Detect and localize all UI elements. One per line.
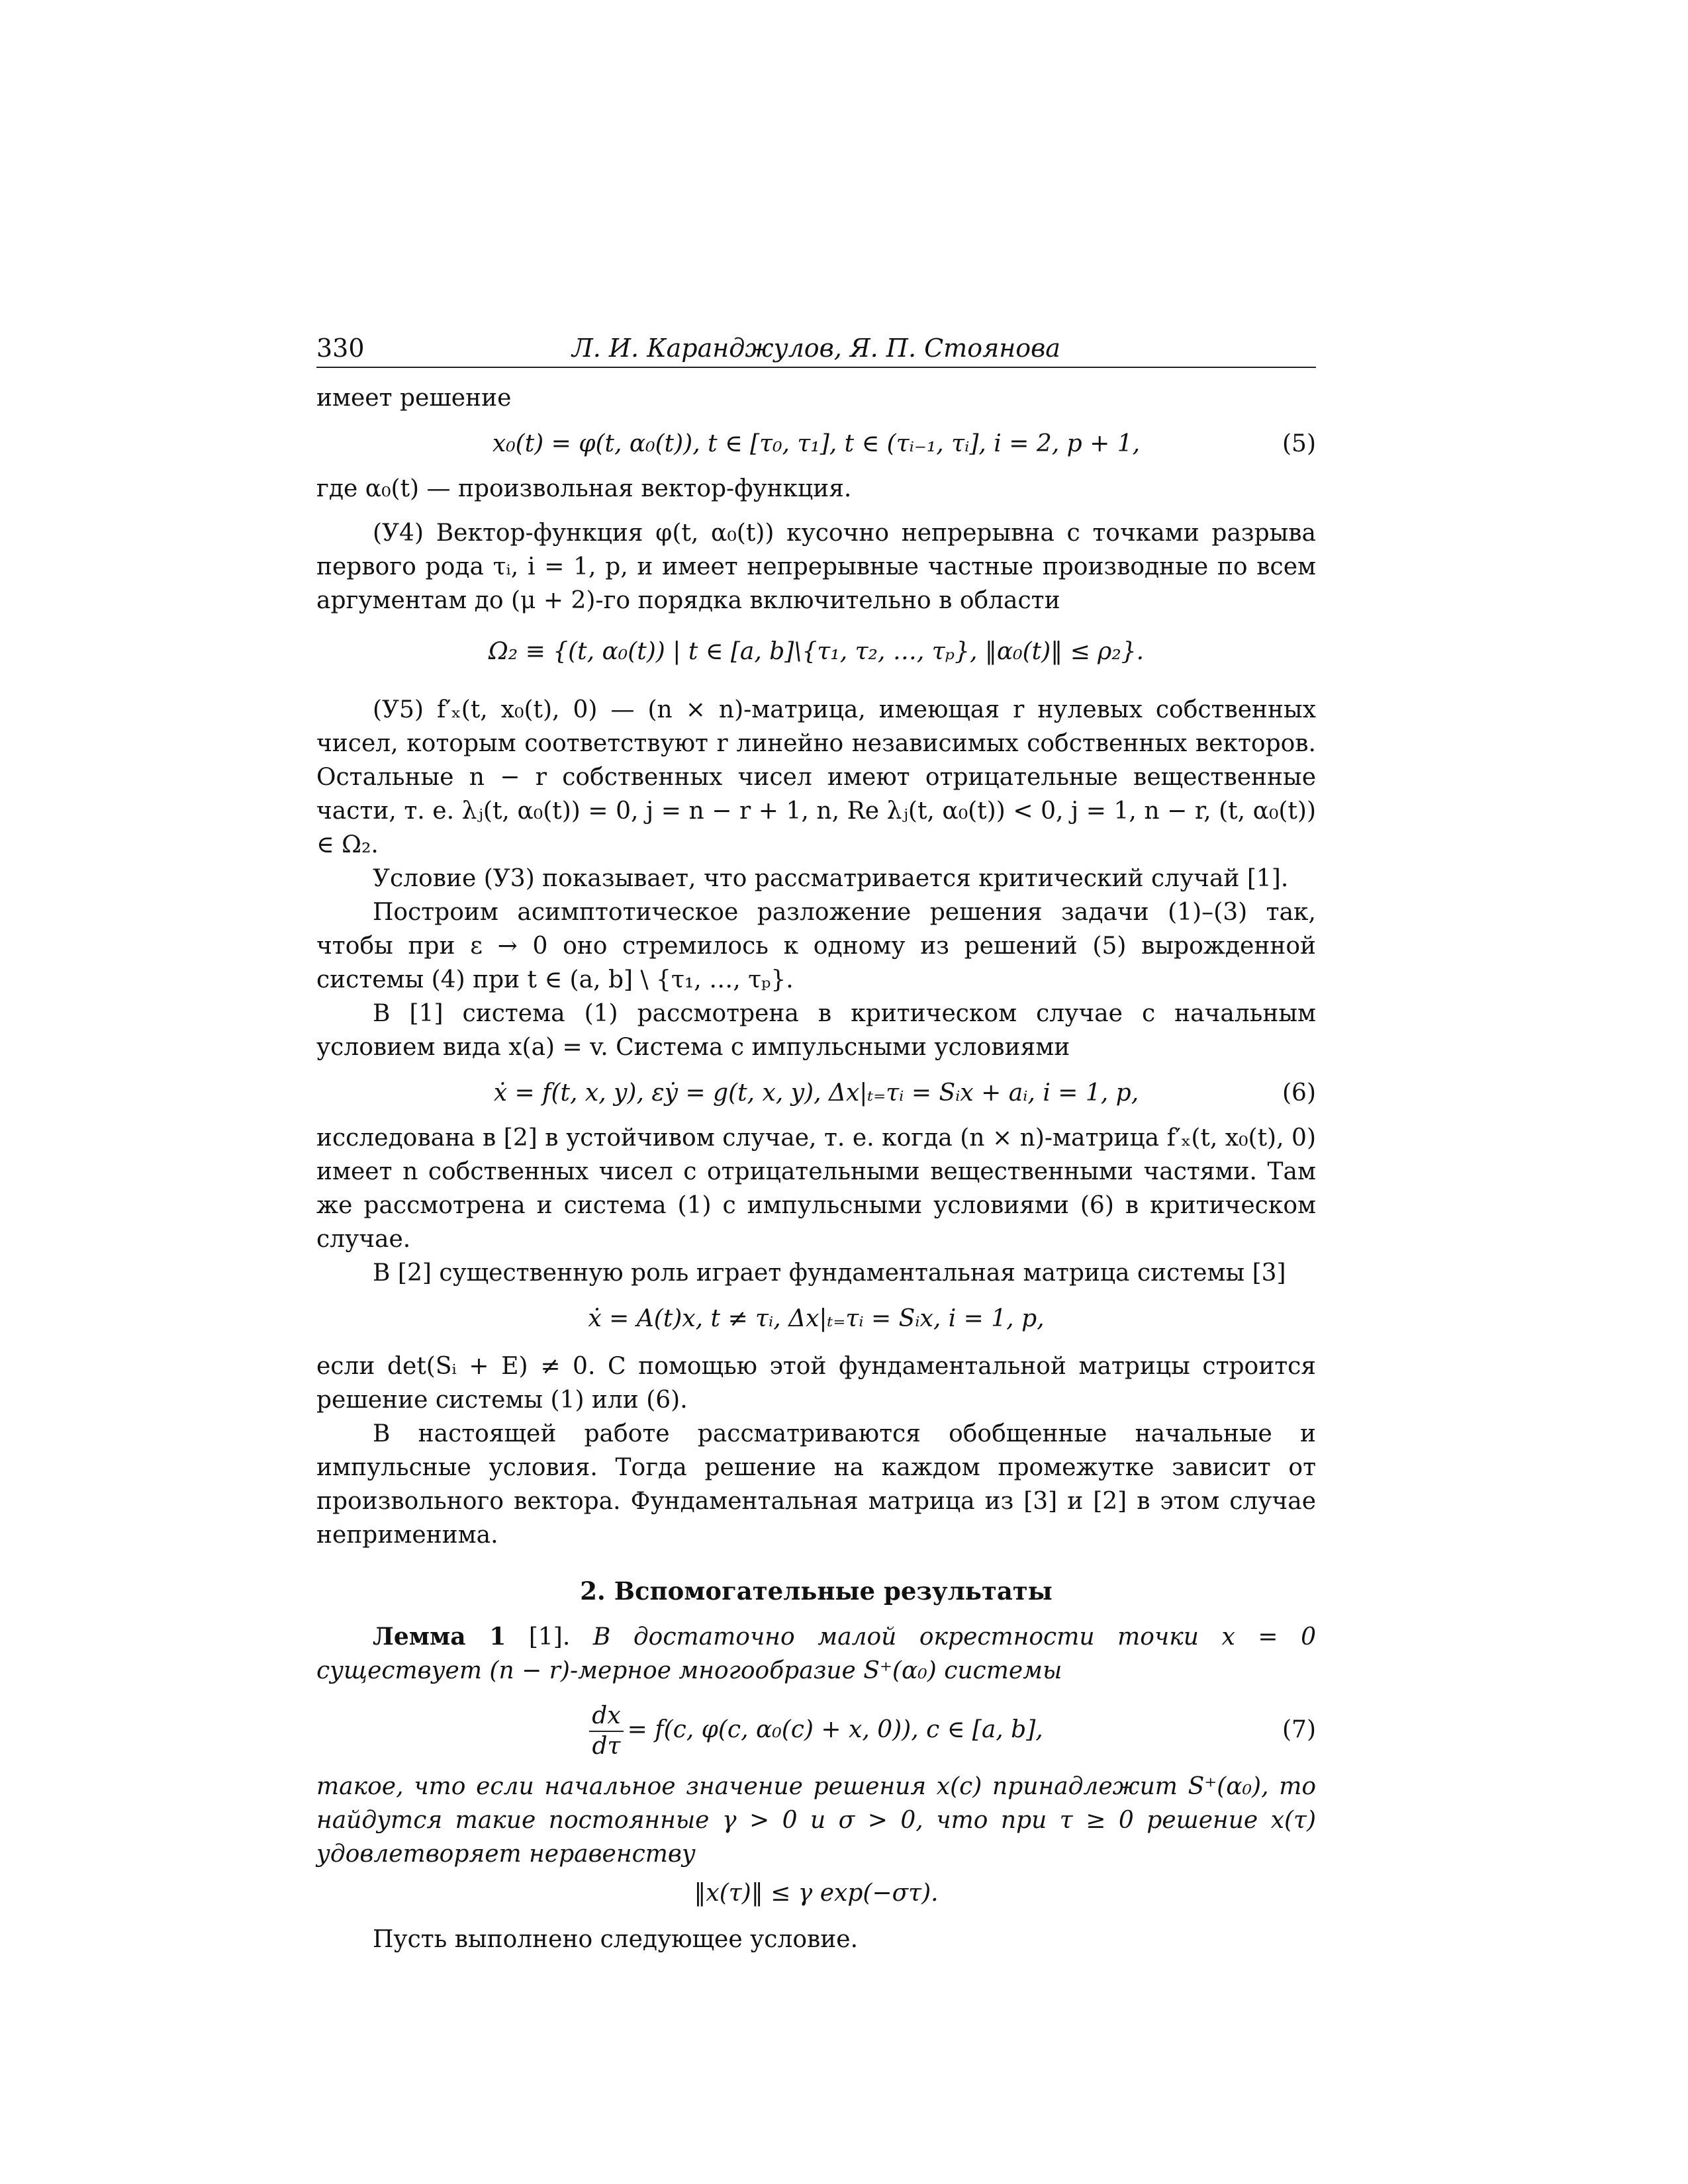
section-heading: 2. Вспомогательные результаты [580,1576,1053,1606]
equation-number: (6) [1282,1079,1316,1107]
condition-u5: (У5) f′ₓ(t, x₀(t), 0) — (n × n)-матрица, имеющая r нулевых собственных чисел, которым соответствуют r линейно независимых собственных векторов. Остальные n − r собственных чисел имеют отрицательные вещественные части, т. е. λⱼ(t, α₀(t)) = 0, j = n − r + 1, n, Re λⱼ(t, α₀(t)) < 0, j = 1, n − r, (t, α₀(t)) ∈ Ω₂. [316,696,1316,858]
paragraph: Пусть выполнено следующее условие. [373,1926,859,1953]
lemma-continuation: такое, что если начальное значение решения x(c) принадлежит S⁺(α₀), то найдутся такие постоянные γ > 0 и σ > 0, что при τ ≥ 0 решение x(τ) удовлетворяет неравенству [316,1773,1316,1868]
equation-formula: ‖x(τ)‖ ≤ γ exp(−στ). [694,1880,939,1907]
equation-6 [316,1075,1316,1112]
paragraph: имеет решение [316,385,512,412]
equation-7 [316,1696,1316,1764]
equation-number: (5) [1282,430,1316,457]
running-head-authors: Л. И. Каранджулов, Я. П. Стоянова [572,334,1060,363]
equation-formula: ẋ = A(t)x, t ≠ τᵢ, Δx|ₜ₌τᵢ = Sᵢx, i = 1, p, [588,1305,1045,1332]
equation-5 [316,426,1316,463]
fraction-numerator: dx [589,1702,623,1732]
lemma-ref: [1]. [506,1623,571,1651]
equation-fundamental [316,1300,1316,1338]
paragraph: исследована в [2] в устойчивом случае, т. е. когда (n × n)-матрица f′ₓ(t, x₀(t), 0) имеет n собственных чисел с отрицательными вещественными частями. Там же рассмотрена и система (1) с импульсными условиями (6) в критическом случае. [316,1124,1316,1253]
page-number: 330 [316,334,365,363]
equation-inequality [316,1875,1316,1912]
running-header [316,331,1316,368]
lemma-label: Лемма 1 [373,1623,506,1651]
paragraph: Условие (У3) показывает, что рассматривается критический случай [1]. [373,865,1289,892]
lemma-1 [316,1620,1316,1688]
paragraph: Построим асимптотическое разложение решения задачи (1)–(3) так, чтобы при ε → 0 оно стремилось к одному из решений (5) вырожденной системы (4) при t ∈ (a, b] \ {τ₁, …, τₚ}. [316,899,1316,993]
paragraph: если det(Sᵢ + E) ≠ 0. С помощью этой фундаментальной матрицы строится решение системы (1) или (6). [316,1353,1316,1414]
equation-formula: ẋ = f(t, x, y), εẏ = g(t, x, y), Δx|ₜ₌τᵢ = Sᵢx + aᵢ, i = 1, p, [493,1079,1139,1107]
equation-omega [316,633,1316,670]
lemma-text: В достаточно малой окрестности точки x = 0 существует (n − r)-мерное многообразие S⁺(α₀) системы [316,1623,1316,1684]
paragraph: где α₀(t) — произвольная вектор-функция. [316,475,852,502]
equation-formula: x₀(t) = φ(t, α₀(t)), t ∈ [τ₀, τ₁], t ∈ (τᵢ₋₁, τᵢ], i = 2, p + 1, [492,430,1141,457]
fraction-dx-dtau [589,1702,623,1761]
paragraph: В [1] система (1) рассмотрена в критическом случае с начальным условием вида x(a) = v. Система с импульсными условиями [316,1000,1316,1061]
condition-u4: (У4) Вектор-функция φ(t, α₀(t)) кусочно непрерывна с точками разрыва первого рода τᵢ, i = 1, p, и имеет непрерывные частные производные по всем аргументам до (μ + 2)-го порядка включительно в области [316,520,1316,614]
fraction-denominator: dτ [592,1733,621,1760]
paragraph: В [2] существенную роль играет фундаментальная матрица системы [3] [373,1259,1286,1287]
equation-formula: Ω₂ ≡ {(t, α₀(t)) | t ∈ [a, b]\{τ₁, τ₂, …, τₚ}, ‖α₀(t)‖ ≤ ρ₂}. [488,638,1145,665]
equation-formula: = f(c, φ(c, α₀(c) + x, 0)), c ∈ [a, b], [627,1716,1043,1743]
page-content [316,331,1316,1956]
paragraph: В настоящей работе рассматриваются обобщенные начальные и импульсные условия. Тогда решение на каждом промежутке зависит от произвольного вектора. Фундаментальная матрица из [3] и [2] в этом случае неприменима. [316,1420,1316,1549]
equation-number: (7) [1282,1716,1316,1743]
